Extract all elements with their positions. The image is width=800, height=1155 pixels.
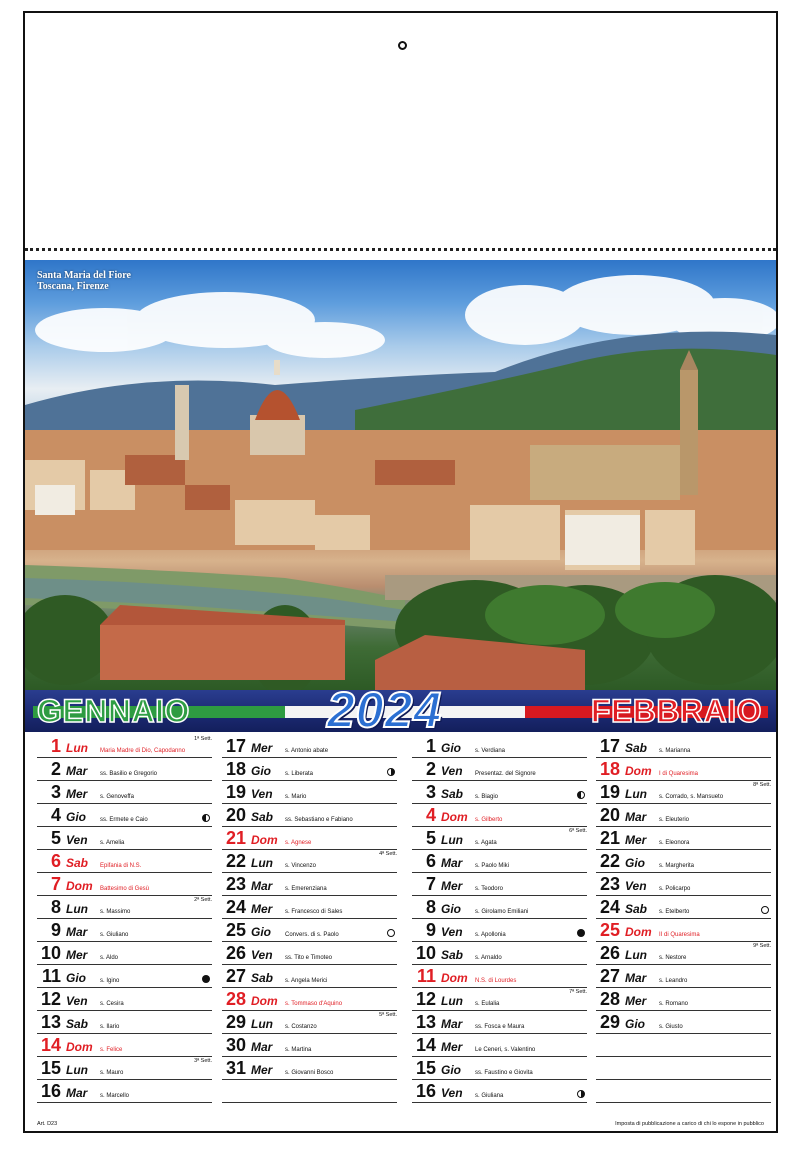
day-number: 25 [225,920,246,940]
weekday-name: Mar [441,1017,463,1031]
weekday-name: Ven [625,879,647,893]
day-row [412,1034,587,1057]
day-number: 11 [41,966,61,986]
day-number: 3 [425,782,436,802]
day-row [222,919,397,942]
weekday-name: Mar [251,879,273,893]
weekday-name: Lun [625,787,647,801]
new-moon-icon [202,975,210,983]
day-row [222,873,397,896]
day-number: 14 [415,1035,436,1055]
day-row [37,942,212,965]
saint-name: s. Giuliano [100,932,129,938]
week-number: 8ª Sett. [753,782,771,788]
weekday-name: Ven [251,948,273,962]
day-number: 7 [425,874,436,894]
saint-name: s. Giuliana [475,1093,504,1099]
first-moon-icon [577,1090,585,1098]
day-number: 12 [40,989,61,1009]
saint-name: s. Gilberto [475,817,503,823]
day-number: 29 [225,1012,246,1032]
day-number: 9 [50,920,61,940]
day-row [222,804,397,827]
saint-name: s. Apollonia [475,932,506,938]
saint-name: s. Verdiana [475,748,506,754]
day-row [412,804,587,827]
day-number: 19 [599,782,620,802]
day-row [596,758,771,781]
month-title-february: FEBBRAIO [590,693,762,729]
saint-name: s. Leandro [659,978,688,984]
saint-name: s. Romano [659,1001,689,1007]
weekday-name: Lun [66,1063,88,1077]
saint-name: N.S. di Lourdes [475,978,517,984]
day-row [596,804,771,827]
hang-hole [398,41,407,50]
day-row [222,827,397,850]
day-number: 20 [599,805,620,825]
day-row [37,1057,212,1080]
weekday-name: Mar [66,1086,88,1100]
day-number: 5 [50,828,61,848]
day-number: 18 [225,759,246,779]
day-number: 6 [425,851,436,871]
saint-name: ss. Faustino e Giovita [475,1070,533,1076]
weekday-name: Mer [441,879,463,893]
day-row [596,1057,771,1080]
saint-name: Battesimo di Gesù [100,886,150,892]
saint-name: s. Igino [100,978,120,984]
weekday-name: Dom [625,925,652,939]
day-row [222,896,397,919]
weekday-name: Gio [441,1063,461,1077]
saint-name: s. Aldo [100,955,119,961]
day-number: 22 [225,851,246,871]
day-row [596,735,771,758]
day-number: 2 [50,759,61,779]
day-number: 18 [599,759,620,779]
day-row [222,1080,397,1103]
saint-name: s. Eulalia [475,1001,500,1007]
weekday-name: Ven [441,764,463,778]
saint-name: s. Liberata [285,771,314,777]
day-number: 26 [599,943,620,963]
day-number: 7 [50,874,61,894]
day-number: 5 [425,828,436,848]
weekday-name: Mer [66,787,88,801]
weekday-name: Sab [251,971,274,985]
saint-name: II di Quaresima [659,932,700,938]
day-row [222,942,397,965]
day-row [412,988,587,1011]
day-row [37,1011,212,1034]
saint-name: s. Mauro [100,1070,124,1076]
perforation-line [25,248,776,251]
day-row [37,988,212,1011]
day-row [596,873,771,896]
saint-name: s. Felice [100,1047,123,1053]
day-number: 21 [599,828,620,848]
day-number: 4 [425,805,436,825]
weekday-name: Sab [66,1017,89,1031]
month-title-january: GENNAIO [37,693,190,729]
saint-name: ss. Ermete e Caio [100,817,148,823]
day-row [222,965,397,988]
saint-name: s. Agnese [285,840,312,846]
day-row [596,919,771,942]
day-row [37,1034,212,1057]
day-number: 21 [225,828,246,848]
day-row [412,1057,587,1080]
day-row [412,873,587,896]
day-number: 26 [225,943,246,963]
day-row [596,850,771,873]
weekday-name: Sab [441,787,464,801]
day-number: 28 [599,989,620,1009]
weekday-name: Dom [441,971,468,985]
calendar-column-2 [222,735,397,1103]
day-row [412,965,587,988]
weekday-name: Sab [441,948,464,962]
day-number: 23 [225,874,246,894]
saint-name: s. Tommaso d'Aquino [285,1001,343,1007]
weekday-name: Dom [625,764,652,778]
day-row [596,1080,771,1103]
day-number: 10 [40,943,61,963]
calendar-column-3 [412,735,587,1103]
saint-name: s. Teodoro [475,886,503,892]
week-number: 6ª Sett. [569,828,587,834]
full-moon-icon [761,906,769,914]
weekday-name: Lun [251,856,273,870]
day-number: 20 [225,805,246,825]
day-row [412,827,587,850]
weekday-name: Mar [66,764,88,778]
saint-name: s. Antonio abate [285,748,329,754]
saint-name: s. Eleuterio [659,817,690,823]
day-row [596,1034,771,1057]
day-row [412,919,587,942]
day-row [37,758,212,781]
day-number: 27 [599,966,620,986]
day-row [412,781,587,804]
day-row [596,988,771,1011]
day-row [222,735,397,758]
weekday-name: Dom [441,810,468,824]
day-row [37,896,212,919]
day-number: 16 [40,1081,61,1101]
day-row [222,1057,397,1080]
day-row [412,735,587,758]
weekday-name: Gio [625,1017,645,1031]
weekday-name: Dom [66,879,93,893]
day-row [37,827,212,850]
weekday-name: Mer [251,741,273,755]
new-moon-icon [577,929,585,937]
weekday-name: Mar [251,1040,273,1054]
day-row [37,873,212,896]
day-number: 15 [40,1058,61,1078]
day-number: 11 [416,966,436,986]
day-number: 24 [225,897,246,917]
day-row [222,781,397,804]
weekday-name: Mer [625,994,647,1008]
day-row [412,1080,587,1103]
weekday-name: Lun [66,741,88,755]
day-row [37,735,212,758]
weekday-name: Gio [441,902,461,916]
weekday-name: Mer [251,902,273,916]
saint-name: s. Giovanni Bosco [285,1070,334,1076]
weekday-name: Mar [625,810,647,824]
day-number: 19 [225,782,246,802]
saint-name: Le Ceneri, s. Valentino [475,1047,536,1053]
day-number: 10 [415,943,436,963]
day-row [412,1011,587,1034]
saint-name: s. Angela Merici [285,978,328,984]
photo-caption [37,270,131,292]
weekday-name: Ven [251,787,273,801]
last-moon-icon [202,814,210,822]
weekday-name: Mer [251,1063,273,1077]
saint-name: s. Nestore [659,955,687,961]
day-number: 15 [415,1058,436,1078]
week-number: 1ª Sett. [194,736,212,742]
month-banner [25,682,776,738]
saint-name: s. Agata [475,840,497,846]
weekday-name: Lun [625,948,647,962]
day-number: 22 [599,851,620,871]
saint-name: s. Genoveffa [100,794,134,800]
day-row [412,942,587,965]
weekday-name: Dom [66,1040,93,1054]
calendar-grid [25,735,776,1120]
saint-name: s. Francesco di Sales [285,909,343,915]
day-row [222,988,397,1011]
weekday-name: Lun [441,833,463,847]
calendar-column-1 [37,735,212,1103]
saint-name: Presentaz. del Signore [475,771,536,777]
saint-name: s. Eleonora [659,840,690,846]
day-row [412,758,587,781]
week-number: 3ª Sett. [194,1058,212,1064]
day-number: 8 [50,897,61,917]
weekday-name: Ven [66,994,88,1008]
day-row [222,850,397,873]
saint-name: s. Emerenziana [285,886,327,892]
week-number: 7ª Sett. [569,989,587,995]
day-row [412,850,587,873]
saint-name: s. Girolamo Emiliani [475,909,529,915]
weekday-name: Lun [441,994,463,1008]
day-row [596,1011,771,1034]
saint-name: s. Etelberto [659,909,690,915]
saint-name: s. Amelia [100,840,125,846]
saint-name: s. Arnaldo [475,955,502,961]
day-row [37,804,212,827]
weekday-name: Ven [441,1086,463,1100]
day-number: 9 [425,920,436,940]
weekday-name: Mar [625,971,647,985]
day-number: 23 [599,874,620,894]
weekday-name: Ven [66,833,88,847]
day-number: 30 [225,1035,246,1055]
day-number: 4 [50,805,61,825]
saint-name: s. Mario [285,794,307,800]
day-number: 2 [425,759,436,779]
weekday-name: Sab [251,810,274,824]
saint-name: Epifania di N.S. [100,863,142,869]
saint-name: s. Policarpo [659,886,691,892]
day-number: 12 [415,989,436,1009]
week-number: 4ª Sett. [379,851,397,857]
full-moon-icon [387,929,395,937]
day-number: 16 [415,1081,436,1101]
day-row [596,942,771,965]
florence-photo [25,260,776,690]
day-row [37,965,212,988]
day-number: 13 [40,1012,61,1032]
saint-name: s. Costanzo [285,1024,317,1030]
weekday-name: Lun [66,902,88,916]
day-number: 31 [225,1058,246,1078]
day-number: 27 [225,966,246,986]
day-row [37,1080,212,1103]
day-number: 1 [425,736,436,756]
day-row [596,965,771,988]
weekday-name: Dom [251,994,278,1008]
day-number: 29 [599,1012,620,1032]
weekday-name: Gio [66,971,86,985]
saint-name: s. Cesira [100,1001,124,1007]
saint-name: s. Ilario [100,1024,120,1030]
weekday-name: Dom [251,833,278,847]
week-number: 2ª Sett. [194,897,212,903]
saint-name: s. Corrado, s. Mansueto [659,794,724,800]
year-title: 2024 [327,682,443,738]
day-number: 1 [50,736,61,756]
saint-name: s. Marcello [100,1093,130,1099]
weekday-name: Ven [441,925,463,939]
tax-note: Imposta di pubblicazione a carico di chi lo espone in pubblico [615,1121,764,1127]
weekday-name: Sab [625,741,648,755]
week-number: 9ª Sett. [753,943,771,949]
day-row [37,781,212,804]
day-row [222,1011,397,1034]
weekday-name: Sab [66,856,89,870]
saint-name: ss. Tito e Timoteo [285,955,333,961]
weekday-name: Mer [66,948,88,962]
day-number: 17 [599,736,620,756]
saint-name: s. Martina [285,1047,312,1053]
weekday-name: Mar [441,856,463,870]
calendar-sheet [23,11,778,1133]
day-row [222,1034,397,1057]
day-number: 25 [599,920,620,940]
day-row [596,827,771,850]
day-number: 17 [225,736,246,756]
weekday-name: Mar [66,925,88,939]
day-number: 6 [50,851,61,871]
day-number: 24 [599,897,620,917]
weekday-name: Gio [66,810,86,824]
saint-name: s. Giusto [659,1024,683,1030]
day-number: 14 [40,1035,61,1055]
first-moon-icon [387,768,395,776]
weekday-name: Mer [441,1040,463,1054]
day-row [37,850,212,873]
day-number: 8 [425,897,436,917]
saint-name: s. Margherita [659,863,695,869]
day-row [596,896,771,919]
saint-name: s. Biagio [475,794,499,800]
weekday-name: Mer [625,833,647,847]
weekday-name: Lun [251,1017,273,1031]
last-moon-icon [577,791,585,799]
saint-name: s. Massimo [100,909,131,915]
day-row [222,758,397,781]
calendar-column-4 [596,735,771,1103]
saint-name: s. Marianna [659,748,691,754]
day-row [596,781,771,804]
article-code: Art. D23 [37,1121,58,1127]
week-number: 5ª Sett. [379,1012,397,1018]
day-row [412,896,587,919]
caption-line-2: Toscana, Firenze [37,281,109,292]
saint-name: Maria Madre di Dio, Capodanno [100,748,186,754]
saint-name: Convers. di s. Paolo [285,932,339,938]
saint-name: s. Paolo Miki [475,863,510,869]
weekday-name: Gio [251,764,271,778]
weekday-name: Sab [625,902,648,916]
day-number: 13 [415,1012,436,1032]
saint-name: ss. Basilio e Gregorio [100,771,158,777]
day-number: 28 [225,989,246,1009]
day-number: 3 [50,782,61,802]
saint-name: s. Vincenzo [285,863,316,869]
day-row [37,919,212,942]
florence-scene [25,260,776,690]
saint-name: I di Quaresima [659,771,699,777]
weekday-name: Gio [625,856,645,870]
weekday-name: Gio [251,925,271,939]
weekday-name: Gio [441,741,461,755]
saint-name: ss. Sebastiano e Fabiano [285,817,353,823]
caption-line-1: Santa Maria del Fiore [37,270,131,281]
saint-name: ss. Fosca e Maura [475,1024,525,1030]
